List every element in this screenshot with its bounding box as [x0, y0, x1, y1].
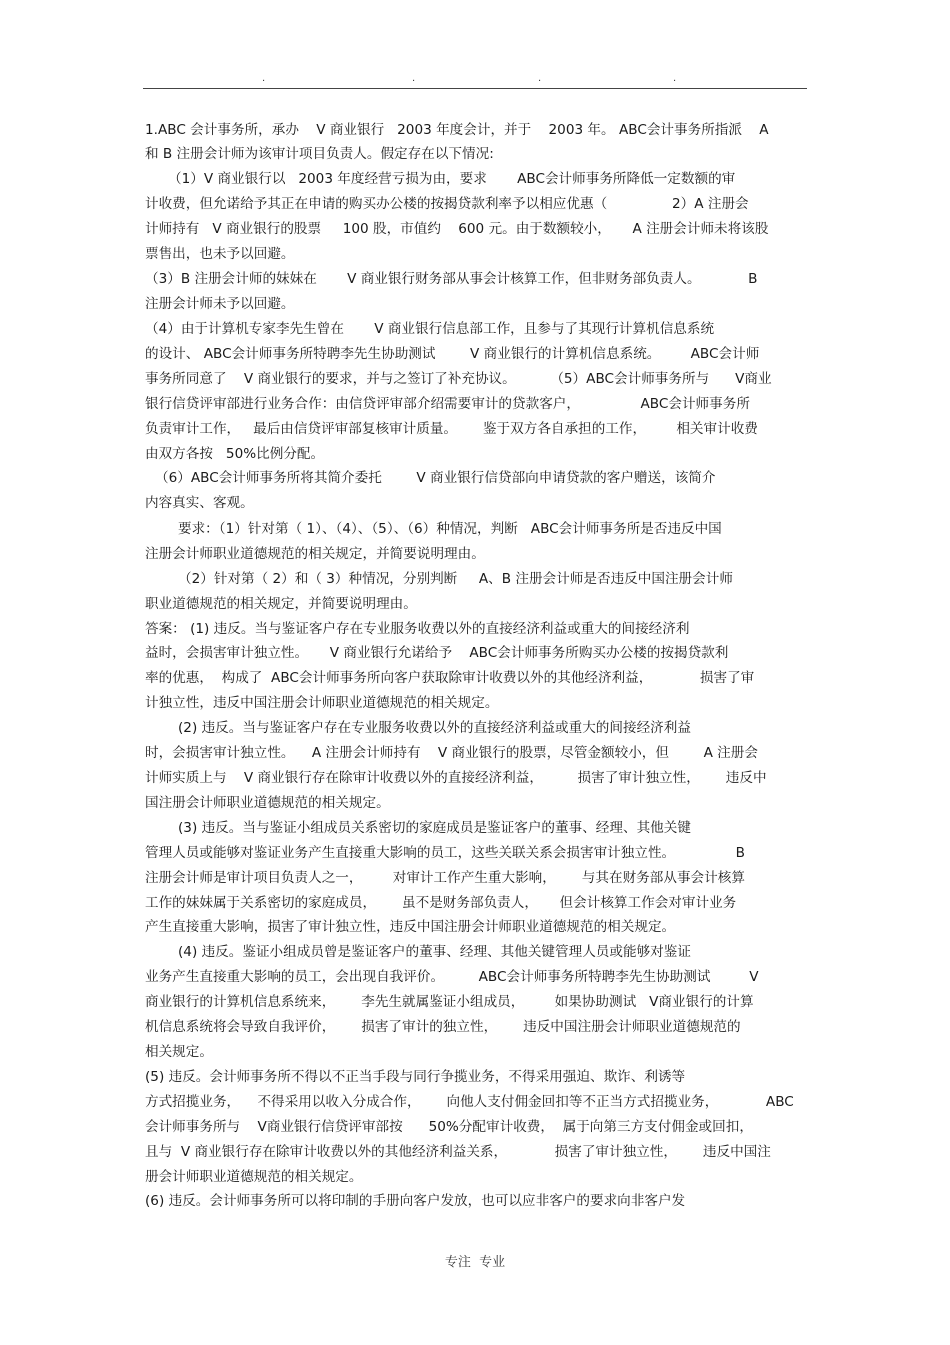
text-line: 相关规定。 — [145, 1044, 213, 1060]
header-dot: . — [262, 73, 266, 84]
text-line: 商业银行的计算机信息系统来， 李先生就属鉴证小组成员， 如果协助测试 V商业银行的计算 — [145, 994, 754, 1010]
text-line: 注册会计师未予以回避。 — [145, 296, 295, 312]
text-line: 1.ABC 会计事务所，承办 V 商业银行 2003 年度会计，并于 2003 年。 ABC会计事务所指派 A — [145, 122, 769, 138]
header-dot: . — [673, 73, 677, 84]
text-line: 机信息系统将会导致自我评价， 损害了审计的独立性， 违反中国注册会计师职业道德规范的 — [145, 1019, 741, 1035]
text-line: 产生直接重大影响，损害了审计独立性，违反中国注册会计师职业道德规范的相关规定。 — [145, 919, 676, 935]
text-line: 计独立性，违反中国注册会计师职业道德规范的相关规定。 — [145, 695, 499, 711]
header-dot: . — [538, 73, 542, 84]
page-footer: 专注 专业 — [444, 1255, 506, 1270]
text-line: （1）V 商业银行以 2003 年度经营亏损为由，要求 ABC会计师事务所降低一定数额的审 — [168, 171, 736, 187]
text-line: 会计师事务所与 V商业银行信贷评审部按 50%分配审计收费， 属于向第三方支付佣金或回扣， — [145, 1119, 753, 1135]
text-line: 负责审计工作， 最后由信贷评审部复核审计质量。 鉴于双方各自承担的工作， 相关审计收费 — [145, 421, 758, 437]
text-line: （6）ABC会计师事务所将其简介委托 V 商业银行信贷部向申请贷款的客户赠送，该简介 — [155, 470, 716, 486]
text-line: （3）B 注册会计师的妹妹在 V 商业银行财务部从事会计核算工作，但非财务部负责人。 B — [145, 271, 758, 287]
text-line: (3) 违反。当与鉴证小组成员关系密切的家庭成员是鉴证客户的董事、经理、其他关键 — [178, 820, 691, 836]
text-line: 要求：（1）针对第（ 1）、（4）、（5）、（6）种情况，判断 ABC会计师事务所是否违反中国 — [178, 521, 722, 537]
text-line: （2）针对第（ 2）和（ 3）种情况，分别判断 A、B 注册会计师是否违反中国注册会计师 — [178, 571, 733, 587]
text-line: 时，会损害审计独立性。 A 注册会计师持有 V 商业银行的股票，尽管金额较小，但 A 注册会 — [145, 745, 758, 761]
text-line: 的设计、 ABC会计师事务所特聘李先生协助测试 V 商业银行的计算机信息系统。 ABC会计师 — [145, 346, 760, 362]
text-line: 方式招揽业务， 不得采用以收入分成合作， 向他人支付佣金回扣等不正当方式招揽业务， ABC — [145, 1094, 794, 1110]
text-line: (2) 违反。当与鉴证客户存在专业服务收费以外的直接经济利益或重大的间接经济利益 — [178, 720, 691, 736]
text-line: (4) 违反。鉴证小组成员曾是鉴证客户的董事、经理、其他关键管理人员或能够对鉴证 — [178, 944, 691, 960]
text-line: 工作的妹妹属于关系密切的家庭成员， 虽不是财务部负责人， 但会计核算工作会对审计业务 — [145, 895, 737, 911]
text-line: 注册会计师职业道德规范的相关规定，并简要说明理由。 — [145, 546, 485, 562]
text-line: 事务所同意了 V 商业银行的要求，并与之签订了补充协议。 （5）ABC会计师事务所与 V商业 — [145, 371, 772, 387]
text-line: 计师持有 V 商业银行的股票 100 股，市值约 600 元。由于数额较小， A 注册会计师未将该股 — [145, 221, 769, 237]
header-dot: . — [412, 73, 416, 84]
text-line: 益时，会损害审计独立性。 V 商业银行允诺给予 ABC会计师事务所购买办公楼的按揭贷款利 — [145, 645, 729, 661]
text-line: （4）由于计算机专家李先生曾在 V 商业银行信息部工作，且参与了其现行计算机信息系统 — [145, 321, 715, 337]
text-line: 率的优惠， 构成了 ABC会计师事务所向客户获取除审计收费以外的其他经济利益， 损害了审 — [145, 670, 755, 686]
text-line: 业务产生直接重大影响的员工，会出现自我评价。 ABC会计师事务所特聘李先生协助测试 V — [145, 969, 759, 985]
text-line: 职业道德规范的相关规定，并简要说明理由。 — [145, 596, 417, 612]
text-line: 册会计师职业道德规范的相关规定。 — [145, 1169, 363, 1185]
text-line: 且与 V 商业银行存在除审计收费以外的其他经济利益关系， 损害了审计独立性， 违反中国注 — [145, 1144, 771, 1160]
text-line: 银行信贷评审部进行业务合作：由信贷评审部介绍需要审计的贷款客户， ABC会计师事务所 — [145, 396, 750, 412]
text-line: 由双方各按 50%比例分配。 — [145, 446, 325, 462]
header-rule — [143, 88, 807, 89]
text-line: 内容真实、客观。 — [145, 495, 254, 511]
text-line: (5) 违反。会计师事务所不得以不正当手段与同行争揽业务，不得采用强迫、欺诈、利诱等 — [145, 1069, 686, 1085]
text-line: 管理人员或能够对鉴证业务产生直接重大影响的员工，这些关联关系会损害审计独立性。 B — [145, 845, 745, 861]
text-line: 答案： (1) 违反。当与鉴证客户存在专业服务收费以外的直接经济利益或重大的间接经济利 — [145, 621, 690, 637]
text-line: 计师实质上与 V 商业银行存在除审计收费以外的直接经济利益， 损害了审计独立性， 违反中 — [145, 770, 767, 786]
text-line: 票售出，也未予以回避。 — [145, 246, 295, 262]
text-line: 国注册会计师职业道德规范的相关规定。 — [145, 795, 390, 811]
text-line: (6) 违反。会计师事务所可以将印制的手册向客户发放，也可以应非客户的要求向非客户发 — [145, 1193, 686, 1209]
text-line: 和 B 注册会计师为该审计项目负责人。假定存在以下情况: — [145, 146, 494, 162]
text-line: 计收费，但允诺给予其正在申请的购买办公楼的按揭贷款利率予以相应优惠（ 2）A 注册会 — [145, 196, 749, 212]
text-line: 注册会计师是审计项目负责人之一， 对审计工作产生重大影响， 与其在财务部从事会计核算 — [145, 870, 745, 886]
